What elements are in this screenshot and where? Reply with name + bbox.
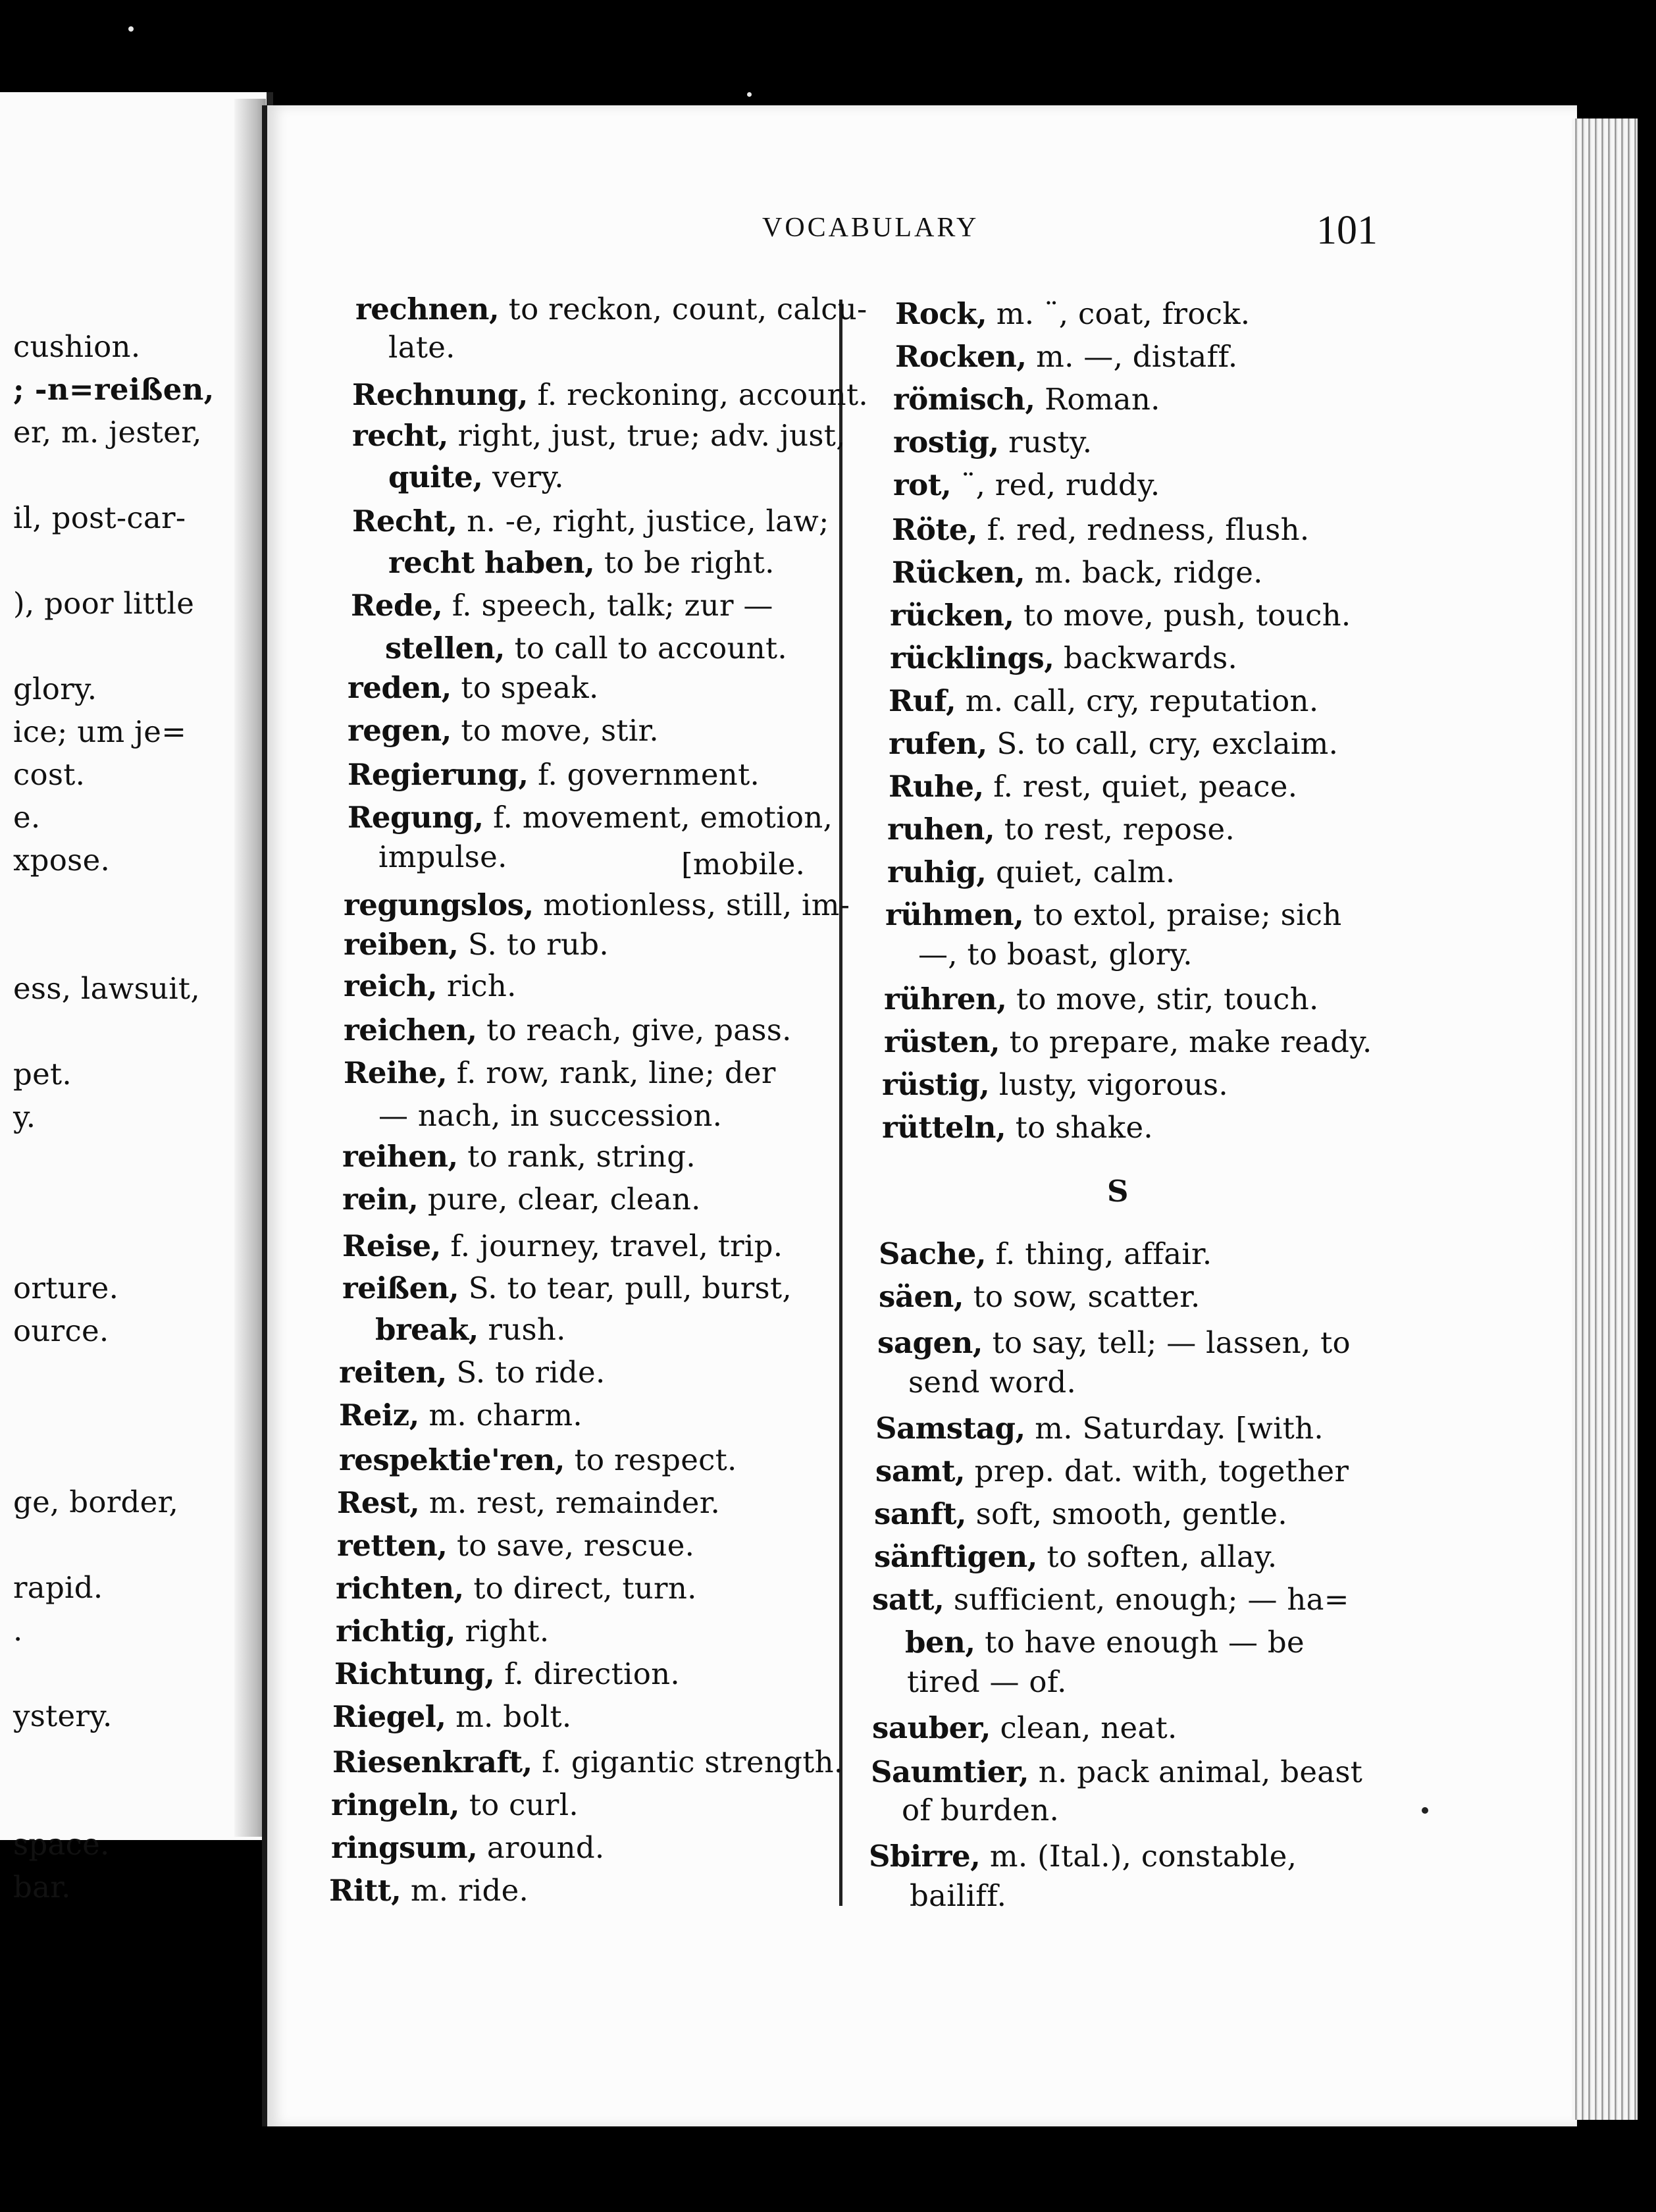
running-head-title: VOCABULARY [762,213,979,243]
entry-line: late. [388,330,455,365]
entry-line: sagen, to say, tell; — lassen, to [877,1325,1351,1360]
left-fragment: glory. [13,672,97,706]
entry-line: Rock, m. ¨, coat, frock. [895,296,1251,331]
entry-line: säen, to sow, scatter. [879,1279,1201,1314]
entry-line: richten, to direct, turn. [336,1571,697,1606]
entry-line: [mobile. [681,847,806,882]
left-fragment: ource. [13,1313,109,1348]
left-fragment: ess, lawsuit, [13,971,200,1006]
entry-line: satt, sufficient, enough; — ha= [872,1582,1349,1617]
left-fragment: ge, border, [13,1485,179,1519]
entry-line: stellen, to call to account. [385,631,788,666]
entry-line: rein, pure, clear, clean. [342,1182,701,1217]
left-fragment: ), poor little [13,586,195,621]
left-fragment: e. [13,800,41,835]
entry-line: samt, prep. dat. with, together [875,1454,1349,1488]
entry-line: break, rush. [375,1312,566,1347]
entry-line: reiten, S. to ride. [339,1355,606,1390]
entry-line: sanft, soft, smooth, gentle. [874,1496,1287,1531]
entry-line: rufen, S. to call, cry, exclaim. [889,726,1339,761]
entry-line: tired — of. [907,1664,1067,1699]
entry-line: ringeln, to curl. [331,1787,579,1822]
entry-line: rühren, to move, stir, touch. [884,982,1319,1016]
entry-line: Ruf, m. call, cry, reputation. [889,683,1319,718]
entry-line: sänftigen, to soften, allay. [874,1539,1278,1574]
entry-line: quite, very. [388,460,564,494]
entry-line: reich, rich. [344,968,517,1003]
entry-line: reichen, to reach, give, pass. [344,1013,792,1047]
dust-speck [747,92,752,97]
entry-line: reihen, to rank, string. [342,1139,696,1174]
entry-line: Ritt, m. ride. [329,1873,529,1908]
entry-line: ben, to have enough — be [905,1625,1305,1660]
entry-line: Röte, f. red, redness, flush. [892,512,1310,547]
entry-line: Richtung, f. direction. [334,1656,681,1691]
left-fragment: ; -n=reißen, [13,372,215,407]
left-fragment: . [13,1613,23,1648]
entry-line: rüsten, to prepare, make ready. [884,1024,1372,1059]
entry-line: reißen, S. to tear, pull, burst, [342,1271,792,1305]
entry-line: Reiz, m. charm. [339,1398,582,1433]
entry-line: Riegel, m. bolt. [332,1699,572,1734]
entry-line: rücklings, backwards. [890,641,1238,675]
left-fragment: pet. [13,1057,72,1092]
entry-line: of burden. [902,1793,1060,1828]
entry-line: Samstag, m. Saturday. [with. [875,1411,1324,1446]
column-divider [839,300,842,1906]
entry-line: rechnen, to reckon, count, calcu- [355,292,867,327]
entry-line: retten, to save, rescue. [337,1528,695,1563]
left-fragment: er, m. jester, [13,415,202,450]
entry-line: reden, to speak. [348,670,599,705]
dust-speck [128,26,134,32]
left-fragment: space. [13,1827,110,1862]
entry-line: Rocken, m. —, distaff. [895,339,1238,374]
entry-line: Regung, f. movement, emotion, [348,800,833,835]
entry-line: Rücken, m. back, ridge. [892,555,1263,590]
entry-line: send word. [908,1365,1077,1400]
entry-line: Rechnung, f. reckoning, account. [352,377,868,412]
entry-line: ruhig, quiet, calm. [887,855,1176,889]
entry-line: römisch, Roman. [893,382,1160,417]
page-number: 101 [1316,208,1378,253]
entry-line: impulse. [378,839,507,874]
entry-line: recht haben, to be right. [388,545,775,580]
entry-line: Regierung, f. government. [348,757,760,792]
entry-line: rücken, to move, push, touch. [890,598,1351,633]
entry-line: rüstig, lusty, vigorous. [882,1067,1228,1102]
entry-line: —, to boast, glory. [918,937,1193,972]
entry-line: respektie'ren, to respect. [339,1442,737,1477]
entry-line: recht, right, just, true; adv. just, [352,418,846,453]
left-fragment: bar. [13,1870,71,1905]
left-fragment: cushion. [13,329,141,364]
left-fragment: orture. [13,1271,119,1305]
entry-line: regen, to move, stir. [348,713,659,748]
entry-line: rot, ¨, red, ruddy. [893,467,1160,502]
section-letter: S [1107,1174,1129,1209]
entry-line: Reise, f. journey, travel, trip. [342,1228,783,1263]
entry-line: — nach, in succession. [378,1098,723,1133]
left-fragment: rapid. [13,1570,103,1605]
left-fragment: ystery. [13,1698,113,1733]
left-fragment: il, post-car- [13,500,186,535]
left-fragment: cost. [13,757,86,792]
entry-line: Saumtier, n. pack animal, beast [871,1754,1363,1789]
entry-line: regungslos, motionless, still, im- [344,887,850,922]
left-page-gutter [234,99,266,1837]
entry-line: Rede, f. speech, talk; zur — [351,588,773,623]
entry-line: Sbirre, m. (Ital.), constable, [869,1839,1297,1874]
entry-line: richtig, right. [336,1614,550,1648]
entry-line: reiben, S. to rub. [344,927,609,962]
left-fragment: ice; um je= [13,714,187,749]
entry-line: Reihe, f. row, rank, line; der [344,1055,776,1090]
left-fragment: xpose. [13,843,111,878]
entry-line: bailiff. [910,1878,1007,1913]
entry-line: Recht, n. -e, right, justice, law; [352,504,829,539]
entry-line: ruhen, to rest, repose. [887,812,1235,847]
dust-speck [1422,1807,1428,1814]
entry-line: Ruhe, f. rest, quiet, peace. [889,769,1298,804]
entry-line: rühmen, to extol, praise; sich [885,897,1342,932]
entry-line: Riesenkraft, f. gigantic strength. [332,1745,844,1779]
entry-line: Rest, m. rest, remainder. [337,1485,721,1520]
left-fragment: y. [13,1099,36,1134]
entry-line: sauber, clean, neat. [872,1710,1177,1745]
entry-line: ringsum, around. [331,1830,605,1865]
entry-line: Sache, f. thing, affair. [879,1236,1212,1271]
page-edges [1572,118,1638,2120]
entry-line: rütteln, to shake. [882,1110,1154,1145]
entry-line: rostig, rusty. [893,425,1093,460]
